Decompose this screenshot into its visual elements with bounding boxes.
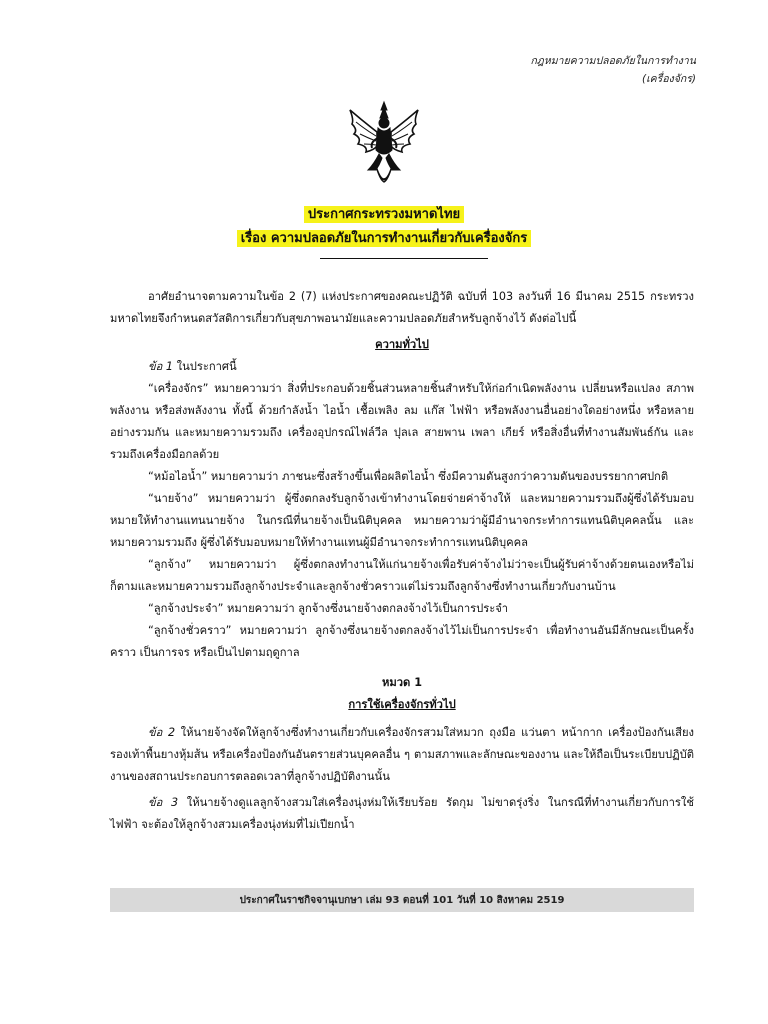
clause-3-text: ให้นายจ้างดูแลลูกจ้างสวมใส่เครื่องนุ่งห่มให้เรียบร้อย รัดกุม ไม่ขาดรุ่งริ่ง ในกรณีที่ทำงานเกี่ยวกับการใช้ไฟฟ้า จะต้องให้ลูกจ้างสวมเครื่องนุ่งห่มที่ไม่เปียกน้ำ: [110, 796, 694, 831]
header-note-line2: (เครื่องจักร): [641, 73, 696, 85]
document-subject: เรื่อง ความปลอดภัยในการทำงานเกี่ยวกับเครื่องจักร: [237, 230, 532, 247]
chapter-title-wrap: [110, 694, 694, 716]
clause-2: [110, 722, 694, 788]
header-note-line1: กฎหมายความปลอดภัยในการทำงาน: [530, 55, 696, 67]
garuda-emblem-icon: [346, 100, 422, 194]
definition-employee: “ลูกจ้าง” หมายความว่า ผู้ซึ่งตกลงทำงานให้แก่นายจ้างเพื่อรับค่าจ้างไม่ว่าจะเป็นผู้รับค่าจ้างด้วยตนเองหรือไม่ก็ตามและหมายความรวมถึงลูกจ้างประจำและลูกจ้างชั่วคราวแต่ไม่รวมถึงลูกจ้างซึ่งทำงานเกี่ยวกับงานบ้าน: [110, 558, 694, 593]
gazette-footer: [110, 888, 694, 912]
clause-3: [110, 792, 694, 836]
title-line1-wrap: [0, 203, 768, 224]
clause-2-text: ให้นายจ้างจัดให้ลูกจ้างซึ่งทำงานเกี่ยวกับเครื่องจักรสวมใส่หมวก ถุงมือ แว่นตา หน้ากาก เครื่องป้องกันเสียง รองเท้าพื้นยางหุ้มส้น หรือเครื่องป้องกันอันตรายส่วนบุคคลอื่น ๆ ตามสภาพและลักษณะของงาน และให้ถือเป็นระเบียบปฏิบัติงานของสถานประกอบการตลอดเวลาที่ลูกจ้างปฏิบัติงานนั้น: [110, 726, 694, 783]
chapter-number: หมวด 1: [382, 676, 422, 689]
title-line2-wrap: [0, 227, 768, 248]
definition-temporary-employee: “ลูกจ้างชั่วคราว” หมายความว่า ลูกจ้างซึ่งนายจ้างตกลงจ้างไว้ไม่เป็นการประจำ เพื่อทำงานอันมีลักษณะเป็นครั้งคราว เป็นการจร หรือเป็นไปตามฤดูกาล: [110, 624, 694, 659]
document-title: ประกาศกระทรวงมหาดไทย: [304, 206, 464, 223]
header-note: [530, 52, 696, 88]
clause-2-label: ข้อ 2: [148, 726, 176, 739]
gazette-footer-text: ประกาศในราชกิจจานุเบกษา เล่ม 93 ตอนที่ 101 วันที่ 10 สิงหาคม 2519: [239, 894, 565, 906]
definition-boiler: “หม้อไอน้ำ” หมายความว่า ภาชนะซึ่งสร้างขึ้นเพื่อผลิตไอน้ำ ซึ่งมีความดันสูงกว่าความดันของบรรยากาศปกติ: [148, 470, 669, 483]
general-heading-wrap: [110, 334, 694, 356]
chapter-number-wrap: [110, 672, 694, 694]
general-heading: ความทั่วไป: [375, 338, 429, 351]
definition-machine: “เครื่องจักร” หมายความว่า สิ่งที่ประกอบด้วยชิ้นส่วนหลายชิ้นสำหรับให้ก่อกำเนิดพลังงาน เปลี่ยนหรือแปลง สภาพพลังงาน หรือส่งพลังงาน ทั้งนี้ ด้วยกำลังน้ำ ไอน้ำ เชื้อเพลิง ลม แก๊ส ไฟฟ้า หรือพลังงานอื่นอย่างใดอย่างหนึ่ง หรือหลายอย่างรวมกัน และหมายความรวมถึง เครื่องอุปกรณ์ไฟล์วีล ปุลเล สายพาน เพลา เกียร์ หรือสิ่งอื่นที่ทำงานสัมพันธ์กัน และรวมถึงเครื่องมือกลด้วย: [110, 382, 694, 461]
title-divider: [320, 258, 488, 259]
clause-1-text: ในประกาศนี้: [173, 360, 237, 373]
clause-1-label: ข้อ 1: [148, 360, 174, 373]
clause-1: [110, 356, 694, 378]
document-body: [110, 286, 694, 836]
definition-employer: “นายจ้าง” หมายความว่า ผู้ซึ่งตกลงรับลูกจ้างเข้าทำงานโดยจ่ายค่าจ้างให้ และหมายความรวมถึงผู้ซึ่งได้รับมอบหมายให้ทำงานแทนนายจ้าง ในกรณีที่นายจ้างเป็นนิติบุคคล หมายความว่าผู้มีอำนาจกระทำการแทนนิติบุคคลนั้น และหมายความรวมถึง ผู้ซึ่งได้รับมอบหมายให้ทำงานแทนผู้มีอำนาจกระทำการแทนนิติบุคคล: [110, 492, 694, 549]
clause-3-label: ข้อ 3: [148, 796, 179, 809]
chapter-title: การใช้เครื่องจักรทั่วไป: [348, 698, 456, 711]
definition-permanent-employee: “ลูกจ้างประจำ” หมายความว่า ลูกจ้างซึ่งนายจ้างตกลงจ้างไว้เป็นการประจำ: [148, 602, 509, 615]
preamble: อาศัยอำนาจตามความในข้อ 2 (7) แห่งประกาศของคณะปฏิวัติ ฉบับที่ 103 ลงวันที่ 16 มีนาคม 2515 กระทรวงมหาดไทยจึงกำหนดสวัสดิการเกี่ยวกับสุขภาพอนามัยและความปลอดภัยสำหรับลูกจ้างไว้ ดังต่อไปนี้: [110, 290, 694, 325]
